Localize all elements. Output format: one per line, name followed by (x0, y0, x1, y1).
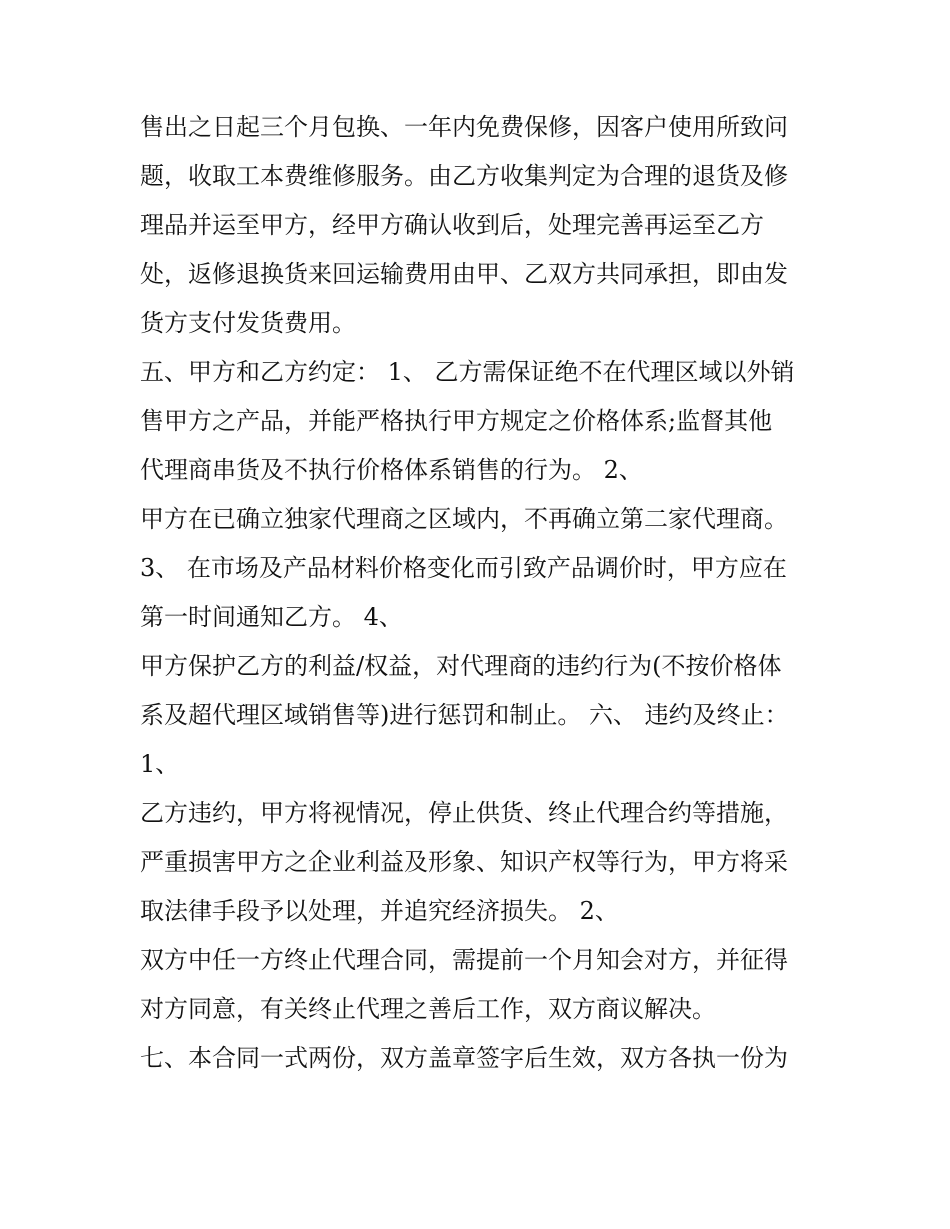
text-line: 严重损害甲方之企业利益及形象、知识产权等行为，甲方将采 (140, 848, 788, 876)
text-line: 系及超代理区域销售等)进行惩罚和制止。 六、 违约及终止： (140, 701, 789, 729)
text-line: 对方同意，有关终止代理之善后工作，双方商议解决。 (140, 995, 716, 1023)
text-line: 七、本合同一式两份，双方盖章签字后生效，双方各执一份为 (140, 1044, 788, 1072)
text-line: 3、 在市场及产品材料价格变化而引致产品调价时，甲方应在 (140, 554, 787, 582)
text-line: 乙方违约，甲方将视情况，停止供货、终止代理合约等措施， (140, 799, 788, 827)
text-line: 售出之日起三个月包换、一年内免费保修，因客户使用所致问 (140, 113, 788, 141)
text-line: 甲方保护乙方的利益/权益，对代理商的违约行为(不按价格体 (140, 652, 782, 680)
text-line: 处，返修退换货来回运输费用由甲、乙双方共同承担，即由发 (140, 260, 788, 288)
text-line: 取法律手段予以处理，并追究经济损失。 2、 (140, 897, 619, 925)
text-line: 售甲方之产品，并能严格执行甲方规定之价格体系;监督其他 (140, 407, 773, 435)
text-line: 货方支付发货费用。 (140, 309, 356, 337)
text-line: 甲方在已确立独家代理商之区域内，不再确立第二家代理商。 (140, 505, 788, 533)
text-line: 1、 (140, 750, 180, 778)
text-line: 五、甲方和乙方约定： 1、 乙方需保证绝不在代理区域以外销 (140, 358, 795, 386)
text-line: 双方中任一方终止代理合同，需提前一个月知会对方，并征得 (140, 946, 788, 974)
contract-text (140, 103, 830, 1083)
text-line: 代理商串货及不执行价格体系销售的行为。 2、 (140, 456, 643, 484)
text-line: 第一时间通知乙方。 4、 (140, 603, 403, 631)
text-line: 题，收取工本费维修服务。由乙方收集判定为合理的退货及修 (140, 162, 788, 190)
text-line: 理品并运至甲方，经甲方确认收到后，处理完善再运至乙方 (140, 211, 764, 239)
